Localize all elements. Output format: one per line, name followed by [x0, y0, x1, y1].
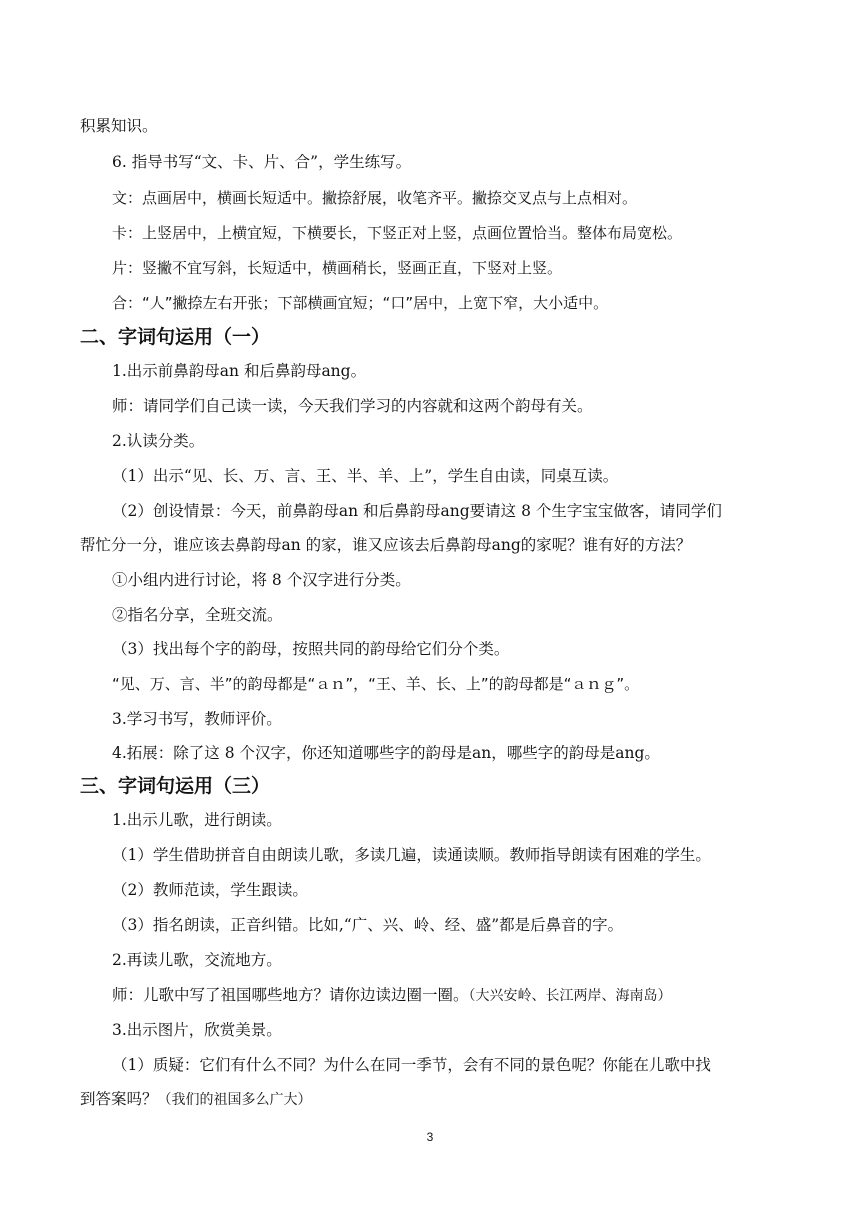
- text-line: “见、万、言、半”的韵母都是“ａｎ”，“王、羊、长、上”的韵母都是“ａｎｇ”。: [112, 675, 640, 693]
- text-line: （3）找出每个字的韵母，按照共同的韵母给它们分个类。: [112, 640, 510, 658]
- text-line: 3.学习书写，教师评价。: [112, 710, 282, 728]
- text-line: （1）出示“见、长、万、言、王、半、羊、上”，学生自由读，同桌互读。: [112, 467, 619, 485]
- section-heading: 三、字词句运用（三）: [80, 775, 271, 797]
- text-line: 积累知识。: [80, 117, 158, 135]
- text-line: （1）质疑：它们有什么不同？为什么在同一季节，会有不同的景色呢？你能在儿歌中找: [112, 1056, 711, 1074]
- text-line: [80, 1088, 790, 1111]
- text-line: 帮忙分一分，谁应该去鼻韵母an 的家，谁又应该去后鼻韵母ang的家呢？谁有好的方法？: [80, 536, 692, 554]
- text-line: ①小组内进行讨论，将 8 个汉字进行分类。: [112, 571, 411, 589]
- text-line: 4.拓展：除了这 8 个汉字，你还知道哪些字的韵母是an，哪些字的韵母是ang。: [112, 744, 660, 762]
- text-line: 2.再读儿歌，交流地方。: [112, 951, 282, 969]
- text-line: 2.认读分类。: [112, 432, 205, 450]
- text-line: （2）创设情景：今天，前鼻韵母an 和后鼻韵母ang要请这 8 个生字宝宝做客，请同学们: [112, 502, 722, 520]
- text-line: [112, 984, 790, 1007]
- text-line: ②指名分享，全班交流。: [112, 606, 283, 624]
- text-line: 文：点画居中，横画长短适中。撇捺舒展，收笔齐平。撇捺交叉点与上点相对。: [112, 189, 638, 207]
- text-line: 1.出示前鼻韵母an 和后鼻韵母ang。: [112, 362, 367, 380]
- text-line: 卡：上竖居中，上横宜短，下横要长，下竖正对上竖，点画位置恰当。整体布局宽松。: [112, 224, 683, 242]
- text-line: （1）学生借助拼音自由朗读儿歌，多读几遍，读通读顺。教师指导朗读有困难的学生。: [112, 846, 711, 864]
- text-line: （2）教师范读，学生跟读。: [112, 881, 308, 899]
- text-line: 6. 指导书写“文、卡、片、合”，学生练写。: [112, 153, 412, 171]
- text-line: 3.出示图片，欣赏美景。: [112, 1021, 282, 1039]
- text-line: 师：请同学们自己读一读，今天我们学习的内容就和这两个韵母有关。: [112, 397, 593, 415]
- page-number: 3: [426, 1130, 434, 1144]
- answer-note: （大兴安岭、长江两岸、海南岛）: [468, 988, 672, 1004]
- text-line: 1.出示儿歌，进行朗读。: [112, 811, 282, 829]
- text-line: 片：竖撇不宜写斜，长短适中，横画稍长，竖画正直，下竖对上竖。: [112, 259, 563, 277]
- text-span: 师：儿歌中写了祖国哪些地方？请你边读边圈一圈。: [112, 986, 469, 1004]
- section-heading: 二、字词句运用（一）: [80, 326, 271, 348]
- text-line: （3）指名朗读，正音纠错。比如,“广、兴、岭、经、盛”都是后鼻音的字。: [112, 916, 624, 934]
- text-line: 合：“人”撇捺左右开张；下部横画宜短；“口”居中，上宽下窄，大小适中。: [112, 294, 609, 312]
- answer-note: （我们的祖国多么广大）: [157, 1092, 312, 1108]
- text-span: 到答案吗？: [80, 1090, 158, 1108]
